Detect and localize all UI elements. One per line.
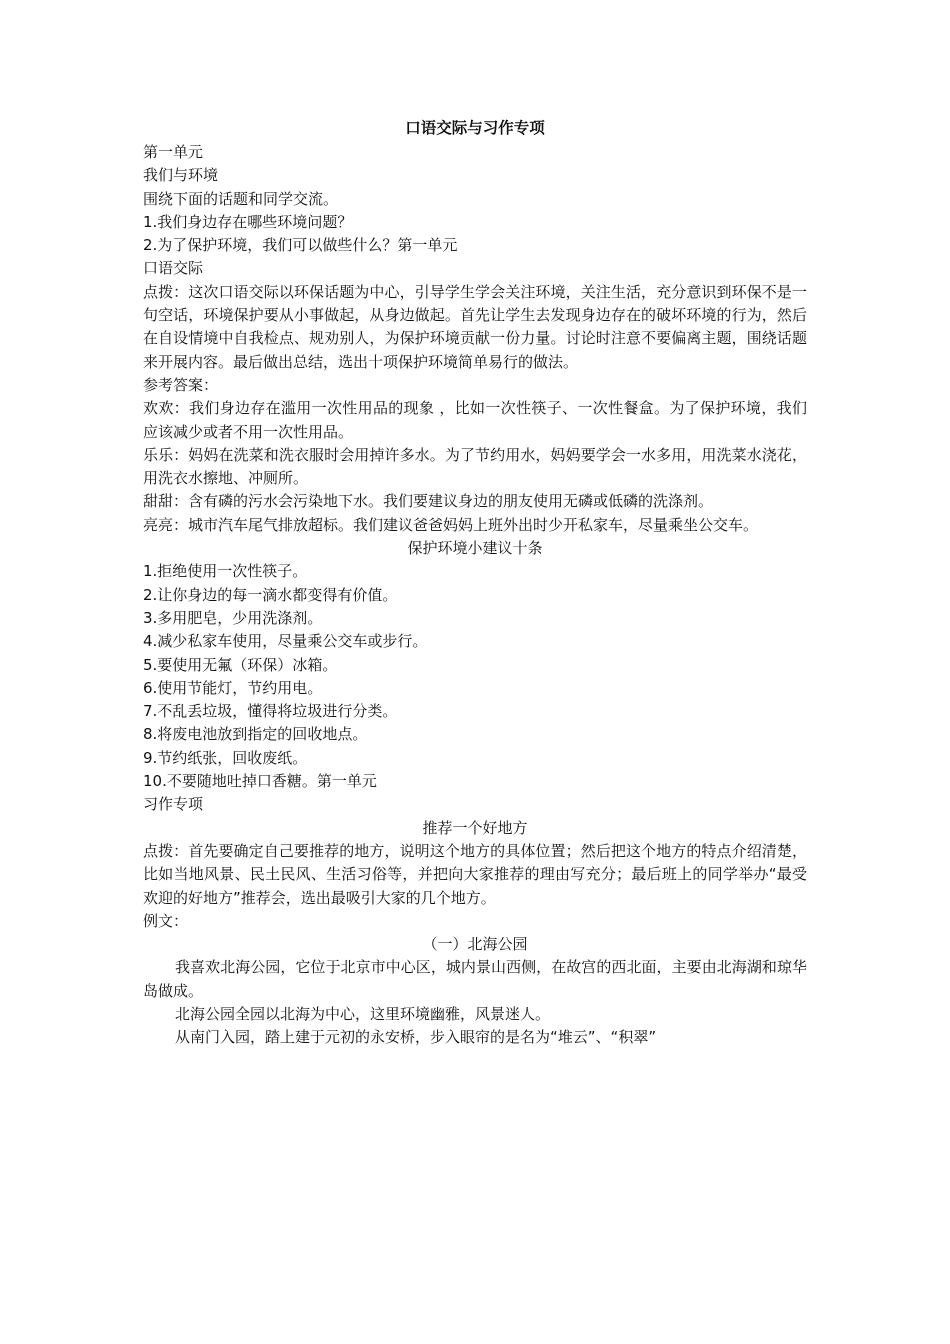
example-label: 例文： bbox=[143, 911, 189, 930]
oral-tip-paragraph: 点拨：这次口语交际以环保话题为中心，引导学生学会关注环境，关注生活，充分意识到环保不是一句空话，环境保护要从小事做起，从身边做起。首先让学生去发现身边存在的破坏环境的行为，然后在自设情境中自我检点、规劝别人，为保护环境贡献一份力量。讨论时注意不要偏离主题，围绕话题来开展内容。最后做出总结，选出十项保护环境简单易行的做法。 bbox=[143, 282, 807, 371]
suggestion-item: 5.要使用无氟（环保）冰箱。 bbox=[143, 655, 338, 674]
question-item: 1.我们身边存在哪些环境问题？ bbox=[143, 212, 353, 231]
answer-item: 亮亮：城市汽车尾气排放超标。我们建议爸爸妈妈上班外出时少开私家车，尽量乘坐公交车。 bbox=[143, 515, 759, 534]
question-item: 2.为了保护环境，我们可以做些什么？第一单元 bbox=[143, 236, 458, 255]
page-title: 口语交际与习作专项 bbox=[405, 119, 545, 137]
suggestion-item: 9.节约纸张，回收废纸。 bbox=[143, 748, 308, 767]
suggestion-item: 3.多用肥皂，少用洗涤剂。 bbox=[143, 608, 323, 627]
essay-paragraph: 从南门入园，踏上建于元初的永安桥，步入眼帘的是名为“堆云”、“积翠” bbox=[175, 1028, 657, 1047]
suggestion-item: 10.不要随地吐掉口香糖。第一单元 bbox=[143, 772, 377, 791]
answer-item: 乐乐：妈妈在洗菜和洗衣服时会用掉许多水。为了节约用水，妈妈要学会一水多用，用洗菜水浇花，用洗衣水擦地、冲厕所。 bbox=[143, 445, 807, 488]
suggestion-item: 4.减少私家车使用，尽量乘公交车或步行。 bbox=[143, 632, 428, 651]
essay-paragraph: 北海公园全园以北海为中心，这里环境幽雅，风景迷人。 bbox=[175, 1004, 551, 1023]
suggestion-item: 6.使用节能灯，节约用电。 bbox=[143, 678, 323, 697]
writing-title: 推荐一个好地方 bbox=[422, 818, 528, 837]
unit-label: 第一单元 bbox=[143, 143, 204, 161]
suggestion-item: 1.拒绝使用一次性筷子。 bbox=[143, 562, 308, 581]
theme-heading: 我们与环境 bbox=[143, 166, 219, 185]
intro-text: 围绕下面的话题和同学交流。 bbox=[143, 189, 339, 208]
suggestion-item: 8.将废电池放到指定的回收地点。 bbox=[143, 725, 368, 744]
answer-label: 参考答案： bbox=[143, 375, 219, 394]
essay-title: （一）北海公园 bbox=[422, 935, 528, 954]
answer-item: 欢欢：我们身边存在滥用一次性用品的现象 ，比如一次性筷子、一次性餐盒。为了保护环境，我们应该减少或者不用一次性用品。 bbox=[143, 399, 807, 441]
answer-item: 甜甜：含有磷的污水会污染地下水。我们要建议身边的朋友使用无磷或低磷的洗涤剂。 bbox=[143, 492, 714, 511]
writing-section-label: 习作专项 bbox=[143, 795, 204, 814]
suggestion-item: 7.不乱丢垃圾，懂得将垃圾进行分类。 bbox=[143, 702, 398, 721]
writing-tip-paragraph: 点拨：首先要确定自己要推荐的地方，说明这个地方的具体位置；然后把这个地方的特点介绍清楚，比如当地风景、民土民风、生活习俗等，并把向大家推荐的理由写充分；最后班上的同学举办“最受欢迎的好地方”推荐会，选出最吸引大家的几个地方。 bbox=[143, 841, 807, 907]
suggestion-item: 2.让你身边的每一滴水都变得有价值。 bbox=[143, 585, 398, 604]
essay-paragraph: 我喜欢北海公园，它位于北京市中心区，城内景山西侧，在故宫的西北面，主要由北海湖和琼华岛做成。 bbox=[143, 958, 807, 1000]
suggestions-title: 保护环境小建议十条 bbox=[407, 539, 543, 558]
document-body bbox=[143, 116, 807, 1050]
oral-section-label: 口语交际 bbox=[143, 259, 204, 278]
